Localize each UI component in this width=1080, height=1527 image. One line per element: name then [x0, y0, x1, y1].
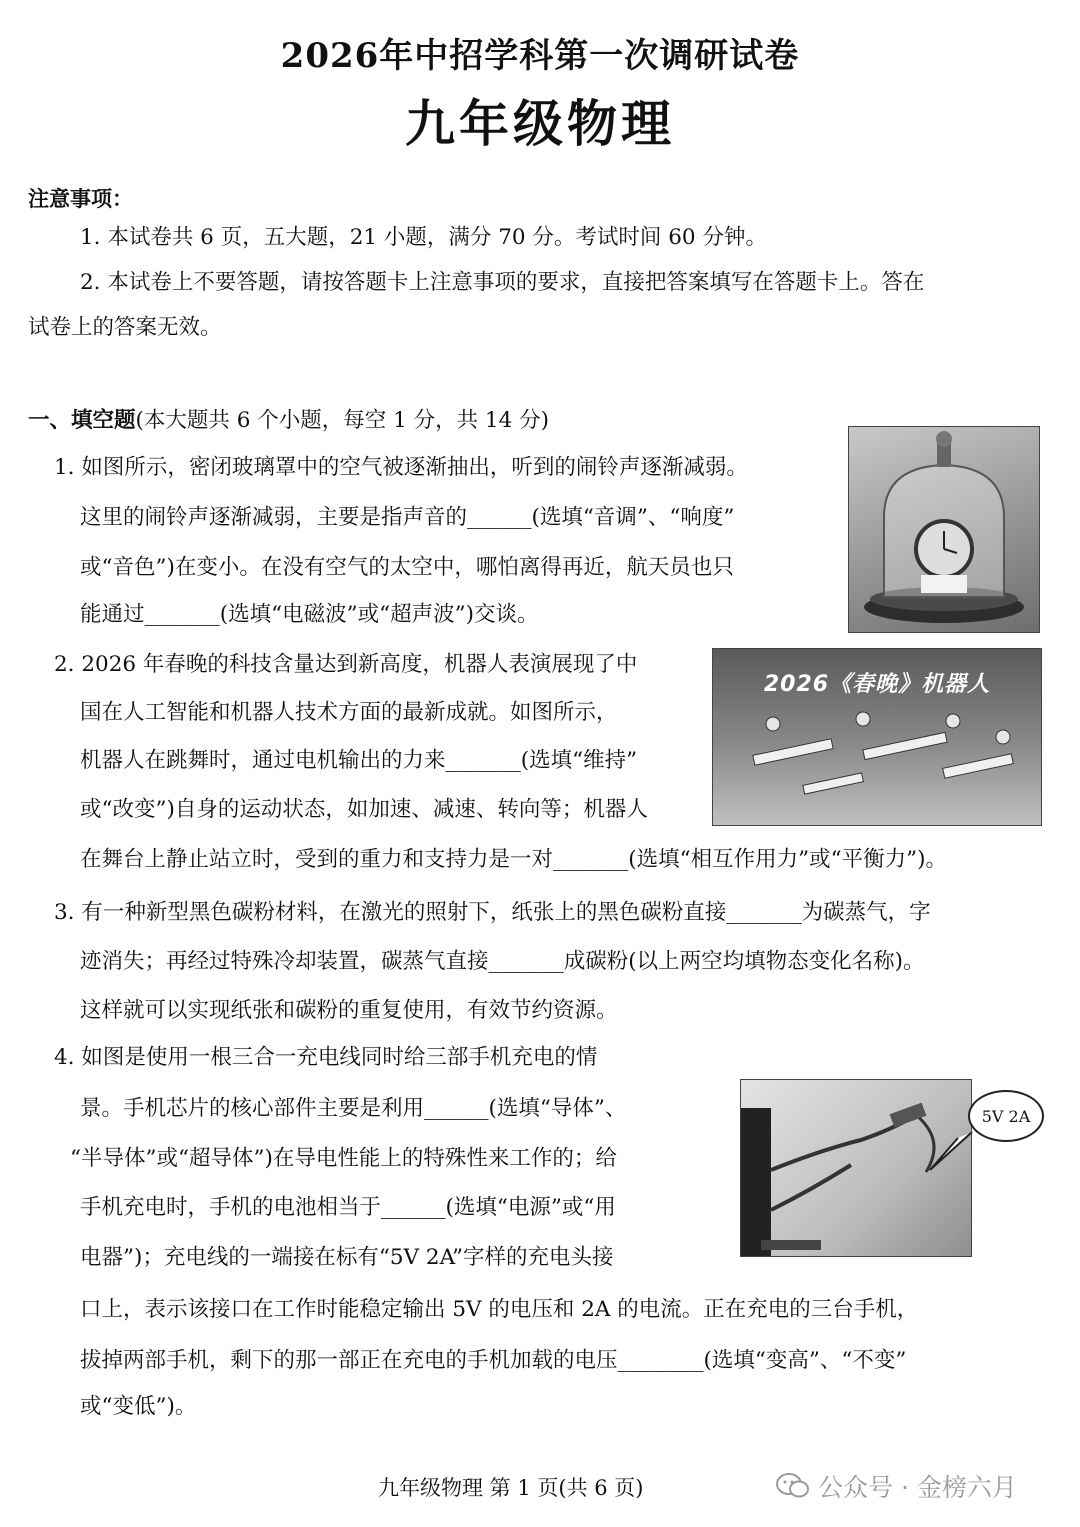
q4-line-3: “半导体”或“超导体”)在导电性能上的特殊性来工作的；给: [70, 1146, 617, 1171]
q3-line-1: 3. 有一种新型黑色碳粉材料，在激光的照射下，纸张上的黑色碳粉直接_______为碳蒸气，字: [54, 900, 931, 925]
exam-title: 2026年中招学科第一次调研试卷: [280, 36, 800, 76]
q2-line-1: 2. 2026 年春晚的科技含量达到新高度，机器人表演展现了中: [54, 652, 638, 677]
bell-jar-illustration: [849, 427, 1039, 632]
robots-illustration: [713, 649, 1041, 825]
notice-item-2-line-1: 2. 本试卷上不要答题，请按答题卡上注意事项的要求，直接把答案填写在答题卡上。答在: [80, 270, 925, 295]
robot-show-photo: [712, 648, 1042, 826]
q4-line-2: 景。手机芯片的核心部件主要是利用______(选填“导体”、: [80, 1096, 627, 1121]
watermark: [776, 1468, 1017, 1504]
q4-line-1: 4. 如图是使用一根三合一充电线同时给三部手机充电的情: [54, 1045, 598, 1070]
charger-spec-bubble: 5V 2A: [968, 1090, 1044, 1142]
section-heading: [28, 403, 549, 434]
q3-line-2: 迹消失；再经过特殊冷却装置，碳蒸气直接_______成碳粉(以上两空均填物态变化名称)。: [80, 949, 925, 974]
notice-item-2-line-2: 试卷上的答案无效。: [28, 315, 222, 340]
q2-line-2: 国在人工智能和机器人技术方面的最新成就。如图所示，: [80, 700, 618, 725]
section-description: (本大题共 6 个小题，每空 1 分，共 14 分): [135, 408, 550, 433]
q3-line-3: 这样就可以实现纸张和碳粉的重复使用，有效节约资源。: [80, 998, 618, 1023]
q2-line-3: 机器人在跳舞时，通过电机输出的力来_______(选填“维持”: [80, 748, 638, 773]
exam-subject: 九年级物理: [405, 94, 675, 153]
q1-line-3: 或“音色”)在变小。在没有空气的太空中，哪怕离得再近，航天员也只: [80, 555, 734, 580]
bell-jar-photo: [848, 426, 1040, 633]
notice-item-1: 1. 本试卷共 6 页，五大题，21 小题，满分 70 分。考试时间 60 分钟。: [80, 225, 767, 250]
q1-line-1: 1. 如图所示，密闭玻璃罩中的空气被逐渐抽出，听到的闹铃声逐渐减弱。: [54, 455, 748, 480]
q4-line-6: 口上，表示该接口在工作时能稳定输出 5V 的电压和 2A 的电流。正在充电的三台手机，: [80, 1297, 919, 1322]
watermark-text: 公众号 · 金榜六月: [818, 1473, 1017, 1502]
notice-heading: 注意事项：: [28, 186, 133, 211]
q4-line-7: 拔掉两部手机，剩下的那一部正在充电的手机加载的电压________(选填“变高”、“不变”: [80, 1348, 907, 1373]
q1-line-2: 这里的闹铃声逐渐减弱，主要是指声音的______(选填“音调”、“响度”: [80, 505, 735, 530]
q2-line-4: 或“改变”)自身的运动状态，如加速、减速、转向等；机器人: [80, 797, 648, 822]
q4-line-4: 手机充电时，手机的电池相当于______(选填“电源”或“用: [80, 1195, 616, 1220]
q4-line-8: 或“变低”)。: [80, 1394, 197, 1419]
page-footer: 九年级物理 第 1 页(共 6 页): [378, 1476, 644, 1500]
q1-line-4: 能通过_______(选填“电磁波”或“超声波”)交谈。: [80, 602, 539, 627]
bubble-pointer: [928, 1128, 978, 1174]
wechat-icon: [776, 1472, 810, 1500]
section-title: 一、填空题: [28, 408, 136, 433]
q4-line-5: 电器”)；充电线的一端接在标有“5V 2A”字样的充电头接: [80, 1245, 614, 1270]
q2-line-5: 在舞台上静止站立时，受到的重力和支持力是一对_______(选填“相互作用力”或“平衡力”)。: [80, 847, 947, 872]
robot-photo-caption: 2026《春晚》机器人: [763, 672, 991, 697]
